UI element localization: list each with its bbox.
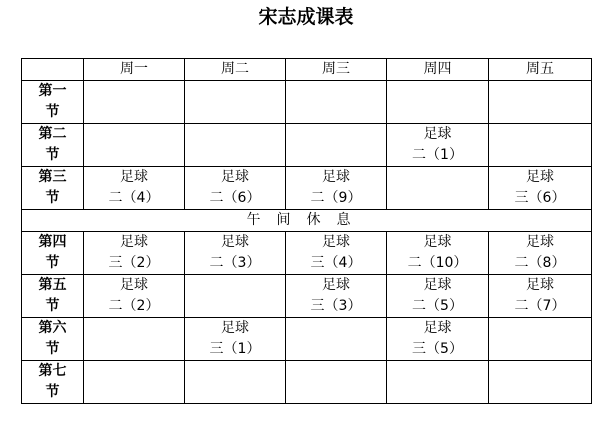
page-title: 宋志成课表 (258, 6, 354, 28)
subject-text: 足球 (221, 234, 249, 250)
class-text: 二（8） (514, 255, 566, 271)
class-text: 三（4） (310, 255, 362, 271)
subject-text: 足球 (423, 126, 452, 142)
period-row (22, 167, 592, 210)
period-label (22, 124, 84, 167)
period-label-line2: 节 (45, 190, 60, 206)
lunch-break-row (22, 210, 592, 232)
period-label-line2: 节 (45, 104, 60, 120)
period-label (22, 81, 84, 124)
class-text: 二（1） (412, 147, 463, 163)
subject-text: 足球 (120, 277, 148, 293)
schedule-cell (489, 124, 592, 167)
schedule-cell (84, 275, 185, 318)
subject-text: 足球 (423, 277, 452, 293)
schedule-cell (84, 318, 185, 361)
period-label (22, 318, 84, 361)
period-label-line2: 节 (45, 255, 60, 271)
subject-text: 足球 (221, 169, 249, 185)
subject-text: 足球 (423, 320, 452, 336)
subject-text: 足球 (322, 169, 350, 185)
class-text: 二（4） (108, 190, 160, 206)
schedule-cell (286, 232, 387, 275)
period-row (22, 275, 592, 318)
schedule-cell (489, 275, 592, 318)
subject-text: 足球 (322, 234, 350, 250)
schedule-cell (185, 361, 286, 404)
class-text: 二（3） (209, 255, 261, 271)
class-text: 三（6） (514, 190, 566, 206)
class-text: 二（6） (209, 190, 261, 206)
period-label-line2: 节 (45, 341, 60, 357)
period-label (22, 232, 84, 275)
schedule-cell (387, 318, 489, 361)
subject-text: 足球 (120, 234, 148, 250)
period-label (22, 275, 84, 318)
schedule-cell (489, 232, 592, 275)
subject-text: 足球 (120, 169, 148, 185)
period-label-line1: 第六 (38, 320, 67, 336)
class-text: 三（3） (310, 298, 362, 314)
schedule-cell (84, 81, 185, 124)
class-text: 二（2） (108, 298, 160, 314)
schedule-cell (286, 167, 387, 210)
period-label-line1: 第一 (38, 83, 67, 99)
schedule-cell (185, 275, 286, 318)
period-label-line2: 节 (45, 147, 60, 163)
period-row (22, 318, 592, 361)
schedule-cell (84, 167, 185, 210)
period-row (22, 81, 592, 124)
schedule-cell (185, 81, 286, 124)
lunch-break-label: 午间休息 (22, 210, 592, 232)
schedule-cell (387, 81, 489, 124)
period-label-line2: 节 (45, 384, 60, 400)
schedule-cell (185, 232, 286, 275)
schedule-cell (387, 232, 489, 275)
period-label-line1: 第五 (38, 277, 67, 293)
schedule-cell (387, 275, 489, 318)
day-header: 周一 (84, 59, 185, 81)
schedule-cell (185, 124, 286, 167)
subject-text: 足球 (423, 234, 452, 250)
class-text: 三（5） (412, 341, 463, 357)
class-text: 三（2） (108, 255, 160, 271)
schedule-cell (489, 167, 592, 210)
schedule-cell (387, 361, 489, 404)
period-label-line1: 第四 (38, 234, 67, 250)
schedule-cell (84, 232, 185, 275)
period-row (22, 124, 592, 167)
schedule-cell (286, 81, 387, 124)
schedule-cell (185, 318, 286, 361)
schedule-cell (185, 167, 286, 210)
schedule-cell (489, 81, 592, 124)
schedule-cell (286, 275, 387, 318)
day-header: 周四 (387, 59, 489, 81)
header-row (22, 59, 592, 81)
schedule-table (21, 58, 592, 404)
subject-text: 足球 (526, 277, 554, 293)
schedule-cell (489, 318, 592, 361)
day-header: 周三 (286, 59, 387, 81)
period-row (22, 361, 592, 404)
subject-text: 足球 (221, 320, 249, 336)
schedule-cell (84, 124, 185, 167)
subject-text: 足球 (526, 234, 554, 250)
period-label-line1: 第二 (38, 126, 67, 142)
period-row (22, 232, 592, 275)
schedule-cell (387, 124, 489, 167)
period-label (22, 361, 84, 404)
class-text: 二（10） (407, 255, 468, 271)
schedule-cell (489, 361, 592, 404)
period-label-line1: 第三 (38, 169, 67, 185)
class-text: 二（5） (412, 298, 463, 314)
period-label (22, 167, 84, 210)
day-header: 周二 (185, 59, 286, 81)
corner-cell (22, 59, 84, 81)
schedule-cell (286, 318, 387, 361)
period-label-line1: 第七 (38, 363, 67, 379)
schedule-cell (286, 124, 387, 167)
day-header: 周五 (489, 59, 592, 81)
class-text: 三（1） (209, 341, 261, 357)
subject-text: 足球 (322, 277, 350, 293)
class-text: 二（7） (514, 298, 566, 314)
schedule-cell (286, 361, 387, 404)
subject-text: 足球 (526, 169, 554, 185)
class-text: 二（9） (310, 190, 362, 206)
schedule-cell (84, 361, 185, 404)
period-label-line2: 节 (45, 298, 60, 314)
schedule-cell (387, 167, 489, 210)
